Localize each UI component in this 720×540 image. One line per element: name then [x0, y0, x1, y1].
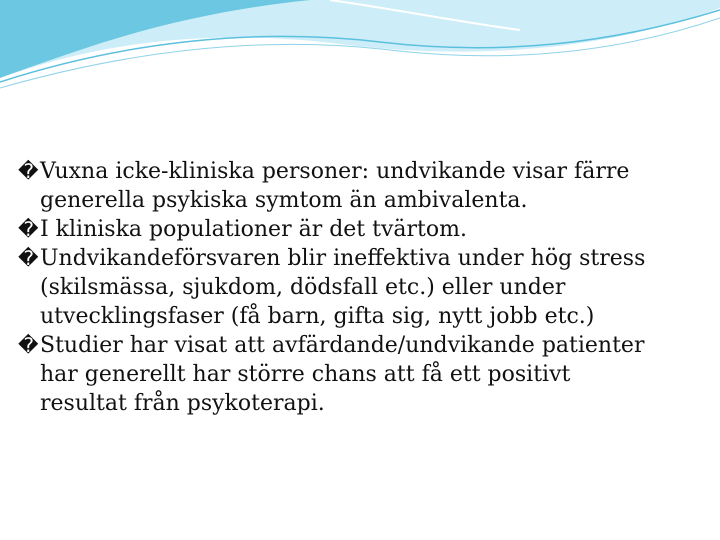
bullet-text-line: utvecklingsfaser (få barn, gifta sig, nytt jobb etc.): [40, 304, 595, 329]
bullet-text-line: Studier har visat att avfärdande/undvikande patienter: [40, 333, 645, 358]
bullet-text-line: Undvikandeförsvaren blir ineffektiva under hög stress: [40, 246, 646, 271]
bullet-text-line: Vuxna icke-kliniska personer: undvikande visar färre: [40, 159, 630, 184]
bullet-text-line: (skilsmässa, sjukdom, dödsfall etc.) eller under: [40, 275, 566, 300]
bullet-item: [18, 215, 708, 244]
bullet-marker-icon: �: [18, 333, 39, 357]
bullet-text-line: generella psykiska symtom än ambivalenta.: [40, 188, 528, 213]
bullet-marker-icon: �: [18, 246, 39, 270]
bullet-text-line: I kliniska populationer är det tvärtom.: [40, 217, 467, 242]
bullet-item: [18, 331, 708, 418]
header-wave-decoration: [0, 0, 720, 110]
bullet-list: [18, 157, 708, 418]
bullet-text-line: resultat från psykoterapi.: [40, 391, 325, 416]
bullet-item: [18, 157, 708, 215]
bullet-item: [18, 244, 708, 331]
bullet-marker-icon: �: [18, 217, 39, 241]
bullet-text-line: har generellt har större chans att få ett positivt: [40, 362, 571, 387]
bullet-marker-icon: �: [18, 159, 39, 183]
